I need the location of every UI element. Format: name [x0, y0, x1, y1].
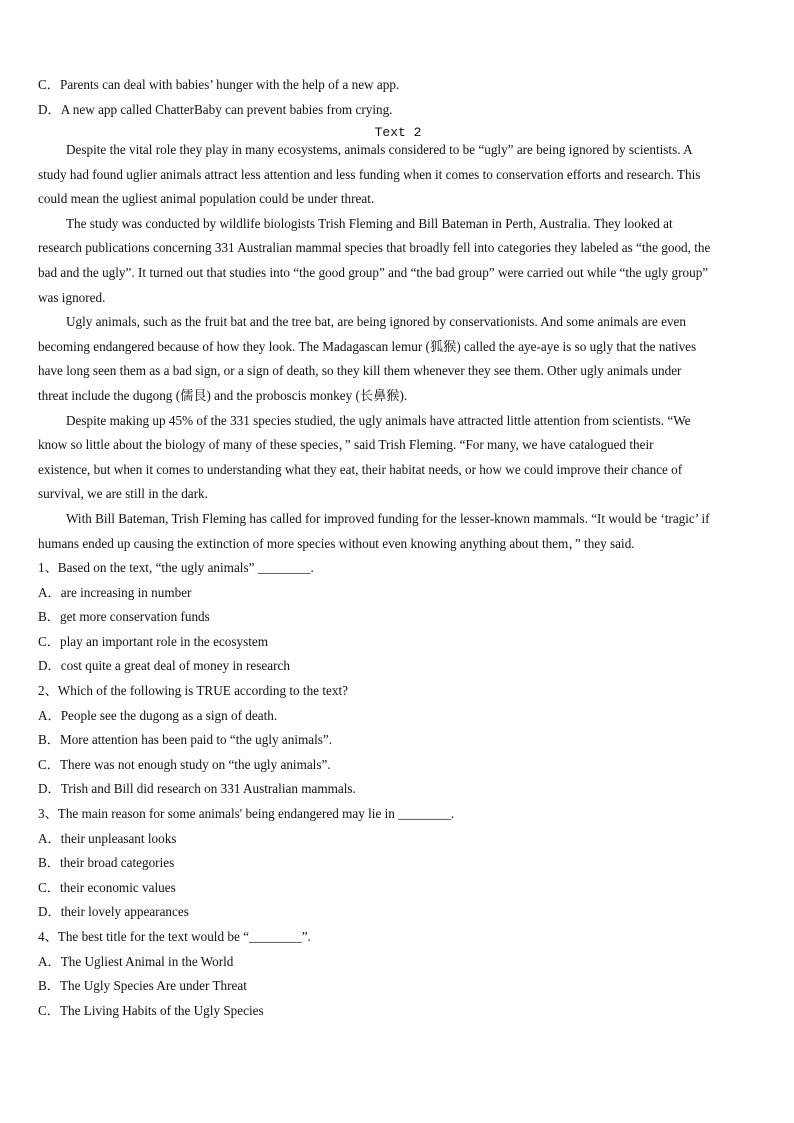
- question-option: C．The Living Habits of the Ugly Species: [38, 1002, 264, 1018]
- question-option: C．play an important role in the ecosystem: [38, 633, 268, 649]
- question-stem: 1、Based on the text, “the ugly animals” ________.: [38, 560, 314, 576]
- passage-line: research publications concerning 331 Australian mammal species that broadly fell into categories they labeled as “the good, the: [38, 240, 711, 256]
- questions: [38, 559, 758, 1026]
- question-option: D．Trish and Bill did research on 331 Australian mammals.: [38, 781, 356, 797]
- question-option: C．There was not enough study on “the ugly animals”.: [38, 756, 331, 772]
- passage-line: have long seen them as a bad sign, or a sign of death, so they kill them whenever they see them. Other ugly animals under: [38, 363, 682, 379]
- passage-line: was ignored.: [38, 289, 106, 305]
- passage-line: could mean the ugliest animal population could be under threat.: [38, 191, 375, 207]
- passage-line: becoming endangered because of how they look. The Madagascan lemur (狐猴) called the aye-aye is so ugly that the natives: [38, 338, 697, 354]
- passage-line: existence, but when it comes to understanding what they eat, their habitat needs, or how we could improve their chance of: [38, 461, 683, 477]
- question-stem: 3、The main reason for some animals' being endangered may lie in ________.: [38, 806, 455, 822]
- passage: [38, 141, 758, 559]
- passage-line: Despite the vital role they play in many ecosystems, animals considered to be “ugly” are being ignored by scientists. A: [66, 142, 693, 157]
- prev-option-c: C．Parents can deal with babies’ hunger with the help of a new app.: [38, 77, 400, 92]
- question-option: A．their unpleasant looks: [38, 830, 177, 846]
- passage-line: know so little about the biology of many of these species，” said Trish Fleming. “For many, we have catalogued their: [38, 437, 654, 453]
- question-option: B．get more conservation funds: [38, 609, 210, 625]
- passage-line: study had found uglier animals attract less attention and less funding when it comes to conservation efforts and research. This: [38, 166, 701, 182]
- document-page: [38, 76, 758, 1026]
- passage-line: threat include the dugong (儒艮) and the proboscis monkey (长鼻猴).: [38, 387, 408, 403]
- question-option: C．their economic values: [38, 879, 176, 895]
- question-option: D．cost quite a great deal of money in research: [38, 658, 290, 674]
- passage-line: The study was conducted by wildlife biologists Trish Fleming and Bill Bateman in Perth, Australia. They looked at: [66, 215, 673, 231]
- question-option: D．their lovely appearances: [38, 904, 189, 920]
- passage-line: bad and the ugly”. It turned out that studies into “the good group” and “the bad group” were carried out while “the ugly group”: [38, 264, 709, 280]
- passage-line: With Bill Bateman, Trish Fleming has called for improved funding for the lesser-known mammals. “It would be ‘tragic’ if: [66, 510, 710, 526]
- question-option: B．their broad categories: [38, 855, 175, 871]
- question-option: A．People see the dugong as a sign of death.: [38, 707, 278, 723]
- question-option: A．The Ugliest Animal in the World: [38, 953, 234, 969]
- passage-line: Ugly animals, such as the fruit bat and the tree bat, are being ignored by conservationists. And some animals are even: [66, 314, 686, 330]
- question-option: B．The Ugly Species Are under Threat: [38, 978, 247, 994]
- text-title: Text 2: [374, 125, 422, 140]
- question-option: B．More attention has been paid to “the ugly animals”.: [38, 732, 333, 748]
- question-stem: 2、Which of the following is TRUE according to the text?: [38, 683, 348, 699]
- passage-line: Despite making up 45% of the 331 species studied, the ugly animals have attracted little attention from scientists. “We: [66, 412, 691, 428]
- question-option: A．are increasing in number: [38, 584, 192, 600]
- question-stem: 4、The best title for the text would be “________”.: [38, 929, 311, 944]
- passage-line: humans ended up causing the extinction of more species without even knowing anything about them，” they said.: [38, 535, 635, 551]
- passage-line: survival, we are still in the dark.: [38, 486, 208, 502]
- prev-option-d: D．A new app called ChatterBaby can prevent babies from crying.: [38, 102, 393, 117]
